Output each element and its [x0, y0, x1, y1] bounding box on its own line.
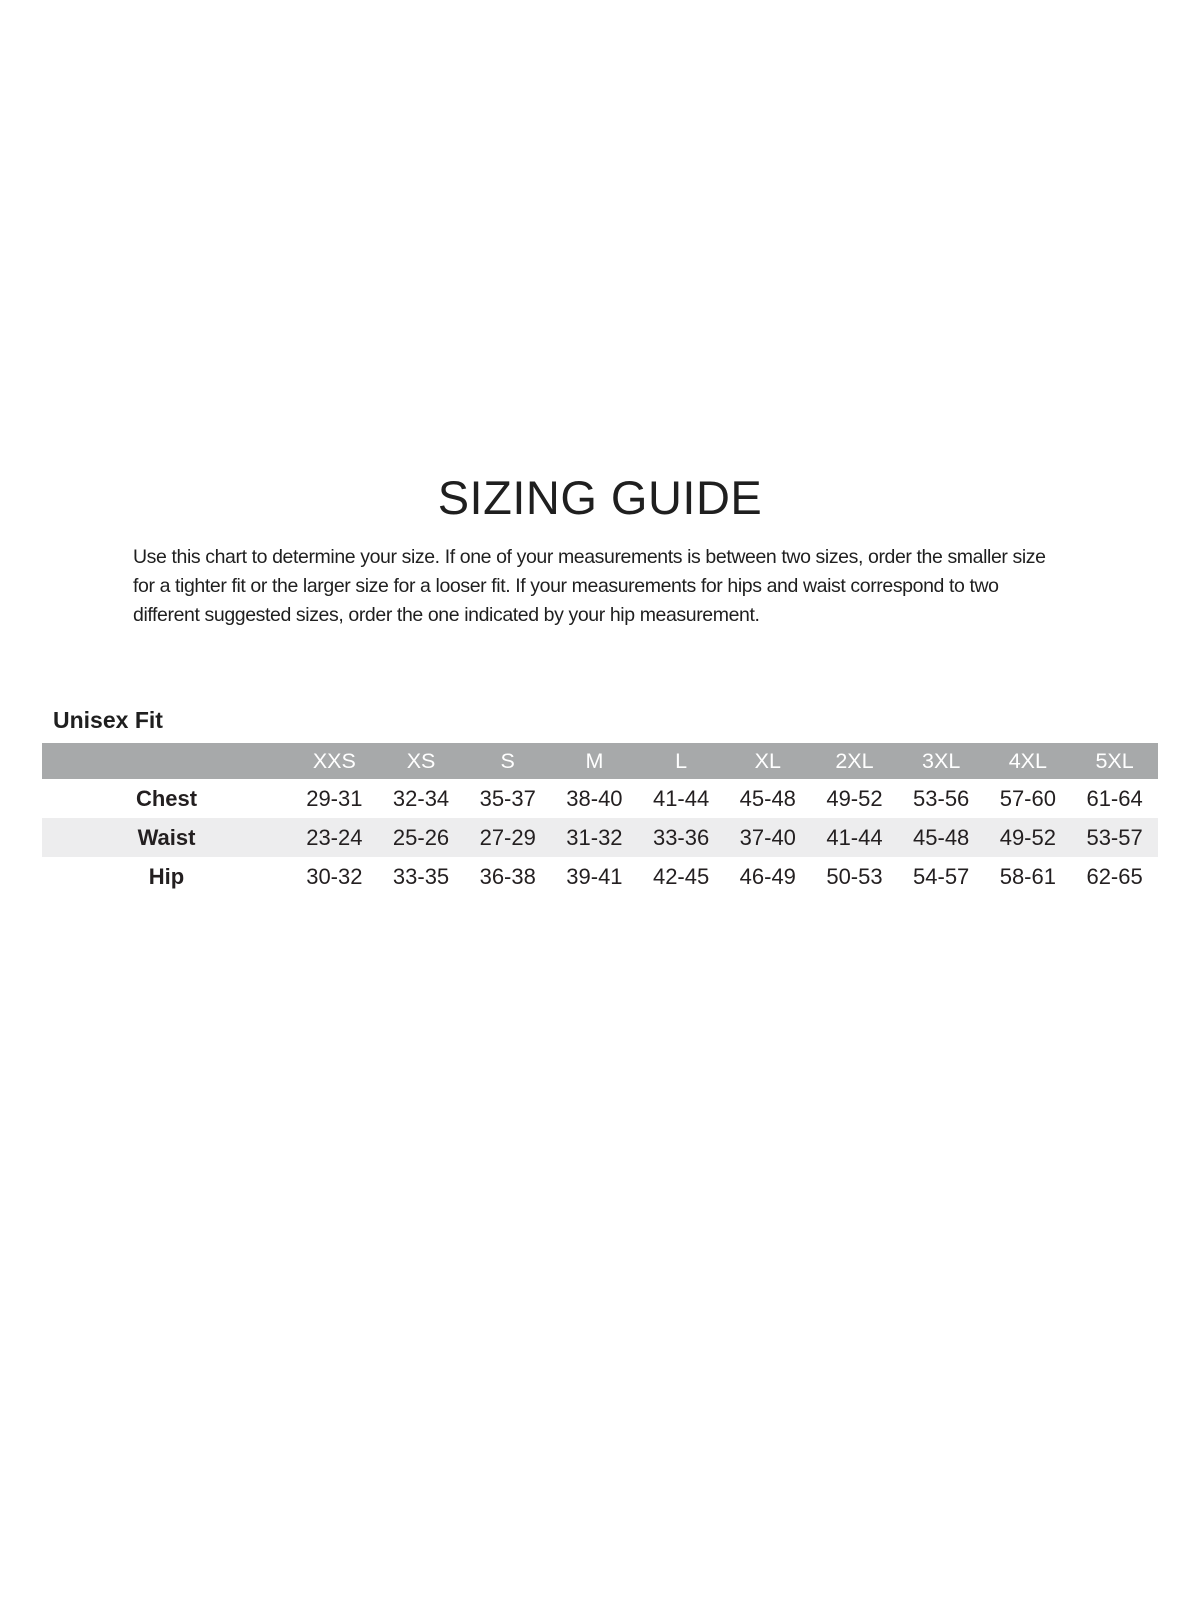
size-value-hip-4xl: 58-61 [999, 863, 1056, 889]
row-label-hip: Hip [148, 863, 185, 889]
size-column-header-s: S [500, 748, 515, 773]
size-value-waist-3xl: 45-48 [913, 824, 970, 850]
size-column-header-4xl: 4XL [1008, 748, 1047, 773]
size-value-hip-xl: 46-49 [739, 863, 796, 889]
size-value-chest-xl: 45-48 [739, 785, 796, 811]
size-value-hip-3xl: 54-57 [913, 863, 970, 889]
size-table-header-row [42, 743, 1158, 779]
size-value-hip-l: 42-45 [652, 863, 710, 889]
size-value-chest-3xl: 53-56 [913, 785, 970, 811]
size-value-waist-l: 33-36 [652, 824, 710, 850]
size-value-waist-s: 27-29 [479, 824, 536, 850]
size-value-chest-2xl: 49-52 [826, 785, 883, 811]
size-table-header [42, 743, 1158, 779]
size-value-waist-xxs: 23-24 [306, 824, 363, 850]
size-value-waist-5xl: 53-57 [1086, 824, 1143, 850]
size-table-body [42, 779, 1158, 896]
size-value-hip-xs: 33-35 [392, 863, 450, 889]
size-value-waist-2xl: 41-44 [826, 824, 883, 850]
size-value-chest-s: 35-37 [479, 785, 536, 811]
size-value-chest-xxs: 29-31 [306, 785, 363, 811]
row-label-chest: Chest [135, 785, 198, 811]
size-column-header-xxs: XXS [312, 748, 356, 773]
size-value-hip-5xl: 62-65 [1086, 863, 1143, 889]
size-value-waist-4xl: 49-52 [999, 824, 1056, 850]
section-heading-unisex-fit: Unisex Fit [53, 707, 163, 733]
size-column-header-xl: XL [754, 748, 781, 773]
size-value-hip-2xl: 50-53 [826, 863, 883, 889]
size-chart-table [42, 743, 1158, 896]
size-column-header-m: M [585, 748, 604, 773]
size-value-chest-xs: 32-34 [392, 785, 450, 811]
size-column-header-5xl: 5XL [1095, 748, 1134, 773]
size-column-header-2xl: 2XL [835, 748, 874, 773]
row-label-waist: Waist [137, 824, 196, 850]
size-column-header-xs: XS [406, 748, 436, 773]
size-value-chest-5xl: 61-64 [1086, 785, 1143, 811]
size-table-row-hip [42, 857, 1158, 896]
size-table-row-waist [42, 818, 1158, 857]
size-value-waist-xs: 25-26 [392, 824, 450, 850]
size-column-header-3xl: 3XL [922, 748, 961, 773]
size-table-row-chest [42, 779, 1158, 818]
page-title: SIZING GUIDE [437, 471, 763, 524]
size-value-hip-xxs: 30-32 [306, 863, 363, 889]
intro-text: Use this chart to determine your size. If one of your measurements is between two sizes, order the smaller size for a tighter fit or the larger size for a looser fit. If your measurements for hips and waist correspond to two different suggested sizes, order the one indicated by your hip measurement. [133, 546, 1046, 626]
size-column-header-l: L [675, 748, 688, 773]
size-value-chest-4xl: 57-60 [999, 785, 1056, 811]
size-value-hip-m: 39-41 [566, 863, 623, 889]
size-value-chest-l: 41-44 [652, 785, 710, 811]
size-value-chest-m: 38-40 [566, 785, 623, 811]
size-value-hip-s: 36-38 [479, 863, 536, 889]
size-table-corner-cell [42, 743, 291, 779]
size-value-waist-m: 31-32 [566, 824, 623, 850]
size-value-waist-xl: 37-40 [739, 824, 796, 850]
